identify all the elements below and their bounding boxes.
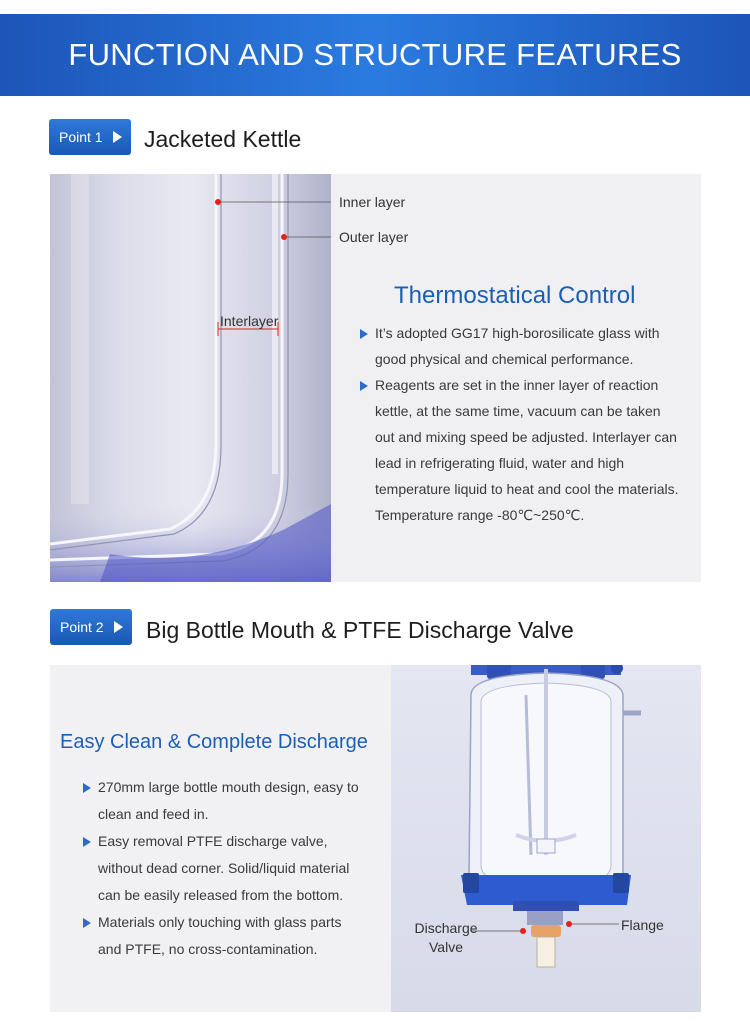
- discharge-label-line-1: Discharge: [414, 920, 478, 936]
- inner-layer-label: Inner layer: [339, 194, 406, 210]
- outer-layer-label: Outer layer: [339, 229, 409, 245]
- thermostatical-control-title: Thermostatical Control: [394, 282, 636, 309]
- easy-clean-title: Easy Clean & Complete Discharge: [60, 731, 368, 753]
- play-arrow-icon: [113, 131, 122, 143]
- discharge-valve-label: [411, 919, 481, 957]
- flange-label: Flange: [621, 917, 664, 933]
- list-item: Easy removal PTFE discharge valve, without dead corner. Solid/liquid material can be easily released from the bottom.: [83, 828, 363, 909]
- section-banner: [0, 14, 750, 96]
- point-1-badge: [49, 119, 131, 155]
- glass-reactor-photo: [391, 665, 701, 1012]
- thermostatical-bullets: [360, 320, 680, 528]
- list-item: It’s adopted GG17 high-borosilicate glass with good physical and chemical performance.: [360, 320, 680, 372]
- discharge-label-line-2: Valve: [429, 939, 463, 955]
- point-2-heading: Big Bottle Mouth & PTFE Discharge Valve: [146, 617, 574, 643]
- point-1-heading: Jacketed Kettle: [144, 126, 302, 152]
- jacketed-kettle-photo: [50, 174, 331, 582]
- list-item: Reagents are set in the inner layer of reaction kettle, at the same time, vacuum can be taken out and mixing speed be adjusted. Interlayer can lead in refrigerating fluid, water and high temperature liquid to heat and cool the materials. Temperature range -80℃~250℃.: [360, 372, 680, 528]
- interlayer-label: Interlayer: [220, 313, 279, 329]
- point-2-badge: [50, 609, 132, 645]
- list-item: 270mm large bottle mouth design, easy to clean and feed in.: [83, 774, 363, 828]
- banner-title: FUNCTION AND STRUCTURE FEATURES: [68, 37, 682, 72]
- discharge-valve-section: [50, 665, 701, 1012]
- list-item: Materials only touching with glass parts and PTFE, no cross-contamination.: [83, 909, 363, 963]
- jacketed-kettle-section: [50, 174, 701, 582]
- play-arrow-icon: [114, 621, 123, 633]
- easy-clean-bullets: [83, 774, 363, 963]
- point-1-badge-label: Point 1: [59, 129, 103, 145]
- point-2-badge-label: Point 2: [60, 619, 104, 635]
